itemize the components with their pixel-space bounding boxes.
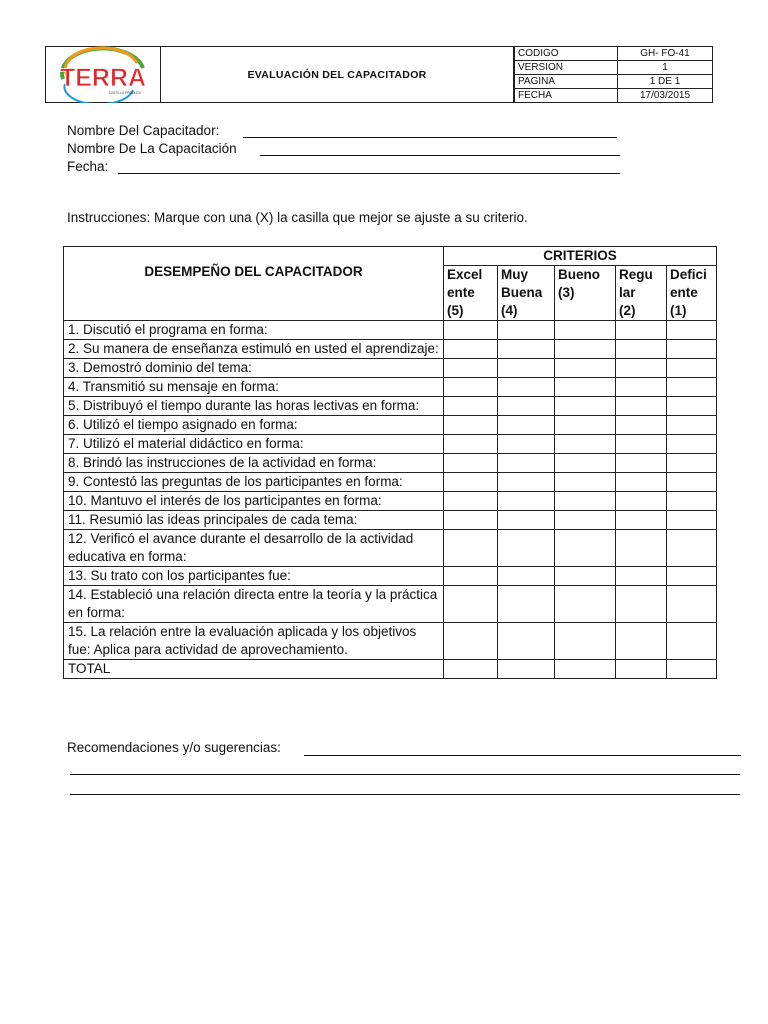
rating-cell[interactable] <box>444 567 498 586</box>
rating-cell[interactable] <box>498 340 555 359</box>
document-meta-table <box>514 46 713 103</box>
rating-cell[interactable] <box>498 567 555 586</box>
question-cell: 11. Resumió las ideas principales de cada tema: <box>64 511 444 530</box>
rating-cell[interactable] <box>555 435 616 454</box>
rating-cell[interactable] <box>555 660 616 679</box>
rating-cell[interactable] <box>555 623 616 660</box>
rating-cell[interactable] <box>667 416 717 435</box>
meta-row <box>515 61 713 75</box>
rating-cell[interactable] <box>667 511 717 530</box>
meta-value: 17/03/2015 <box>618 89 713 103</box>
rating-cell[interactable] <box>555 492 616 511</box>
question-cell: 6. Utilizó el tiempo asignado en forma: <box>64 416 444 435</box>
rating-cell[interactable] <box>555 321 616 340</box>
table-row <box>64 473 717 492</box>
criteria-column-label: (1) <box>670 303 687 318</box>
rating-cell[interactable] <box>555 530 616 567</box>
rating-cell[interactable] <box>444 378 498 397</box>
rating-cell[interactable] <box>498 454 555 473</box>
rating-cell[interactable] <box>667 397 717 416</box>
fecha-field-label: Fecha: <box>67 159 109 174</box>
table-row <box>64 530 717 567</box>
rating-cell[interactable] <box>616 473 667 492</box>
rating-cell[interactable] <box>667 359 717 378</box>
rating-cell[interactable] <box>498 473 555 492</box>
rating-cell[interactable] <box>555 416 616 435</box>
question-cell: TOTAL <box>64 660 444 679</box>
criteria-column-label: ente <box>670 285 698 300</box>
question-cell: 9. Contestó las preguntas de los participantes en forma: <box>64 473 444 492</box>
rating-cell[interactable] <box>667 454 717 473</box>
evaluation-table <box>63 246 717 679</box>
criteria-column-label: (4) <box>501 303 518 318</box>
rating-cell[interactable] <box>498 623 555 660</box>
rating-cell[interactable] <box>616 492 667 511</box>
table-row <box>64 397 717 416</box>
rating-cell[interactable] <box>667 340 717 359</box>
question-cell: 8. Brindó las instrucciones de la actividad en forma: <box>64 454 444 473</box>
rating-cell[interactable] <box>555 586 616 623</box>
recommendations-line-1[interactable] <box>304 755 741 756</box>
question-cell: 2. Su manera de enseñanza estimuló en usted el aprendizaje: <box>64 340 444 359</box>
table-row <box>64 416 717 435</box>
rating-cell[interactable] <box>616 416 667 435</box>
rating-cell[interactable] <box>498 378 555 397</box>
rating-cell[interactable] <box>616 359 667 378</box>
table-row <box>64 378 717 397</box>
capacitador-field-label: Nombre Del Capacitador: <box>67 123 220 138</box>
terra-logo <box>45 46 161 103</box>
evaluation-table-body <box>64 321 717 679</box>
meta-row <box>515 47 713 61</box>
meta-value: 1 <box>618 61 713 75</box>
rating-cell[interactable] <box>498 321 555 340</box>
table-row <box>64 454 717 473</box>
rating-cell[interactable] <box>616 511 667 530</box>
criteria-column-label: (5) <box>447 303 464 318</box>
criteria-column-label <box>558 302 612 320</box>
meta-row <box>515 89 713 103</box>
rating-cell[interactable] <box>498 586 555 623</box>
question-cell: 14. Estableció una relación directa entre la teoría y la práctica en forma: <box>64 586 444 623</box>
rating-cell[interactable] <box>616 530 667 567</box>
criteria-column-label: Buena <box>501 285 543 300</box>
rating-cell[interactable] <box>616 397 667 416</box>
rating-cell[interactable] <box>616 623 667 660</box>
meta-label: CODIGO <box>515 47 618 61</box>
rating-cell[interactable] <box>444 397 498 416</box>
rating-cell[interactable] <box>555 473 616 492</box>
table-row <box>64 321 717 340</box>
meta-row <box>515 75 713 89</box>
capacitacion-line[interactable] <box>260 155 620 156</box>
rating-cell[interactable] <box>444 511 498 530</box>
table-row <box>64 623 717 660</box>
rating-cell[interactable] <box>667 492 717 511</box>
rating-cell[interactable] <box>616 321 667 340</box>
rating-cell[interactable] <box>444 492 498 511</box>
rating-cell[interactable] <box>555 397 616 416</box>
question-cell: 3. Demostró dominio del tema: <box>64 359 444 378</box>
table-row <box>64 435 717 454</box>
table-row <box>64 340 717 359</box>
recommendations-label: Recomendaciones y/o sugerencias: <box>67 740 281 755</box>
criteria-column-header <box>555 266 616 321</box>
rating-cell[interactable] <box>498 660 555 679</box>
rating-cell[interactable] <box>444 321 498 340</box>
rating-cell[interactable] <box>498 492 555 511</box>
meta-label: PAGINA <box>515 75 618 89</box>
question-cell: 7. Utilizó el material didáctico en forma: <box>64 435 444 454</box>
criteria-column-label: ente <box>447 285 475 300</box>
criteria-column-header <box>444 266 498 321</box>
criteria-column-header <box>616 266 667 321</box>
rating-cell[interactable] <box>498 359 555 378</box>
rating-cell[interactable] <box>667 530 717 567</box>
rating-cell[interactable] <box>444 586 498 623</box>
criterios-header: CRITERIOS <box>444 247 717 266</box>
question-cell: 1. Discutió el programa en forma: <box>64 321 444 340</box>
logo-cell <box>45 46 161 103</box>
table-row <box>64 660 717 679</box>
table-row <box>64 586 717 623</box>
rating-cell[interactable] <box>498 530 555 567</box>
criteria-column-header <box>667 266 717 321</box>
capacitador-line[interactable] <box>243 137 617 138</box>
rating-cell[interactable] <box>555 359 616 378</box>
table-row <box>64 359 717 378</box>
capacitacion-field-label: Nombre De La Capacitación <box>67 141 237 156</box>
meta-value: 1 DE 1 <box>618 75 713 89</box>
desempeno-header: DESEMPEÑO DEL CAPACITADOR <box>64 247 444 321</box>
rating-cell[interactable] <box>616 435 667 454</box>
logo-text: TERRA <box>59 64 147 92</box>
rating-cell[interactable] <box>444 454 498 473</box>
rating-cell[interactable] <box>616 567 667 586</box>
recommendations-line-2[interactable] <box>70 774 740 775</box>
rating-cell[interactable] <box>667 660 717 679</box>
question-cell: 4. Transmitió su mensaje en forma: <box>64 378 444 397</box>
rating-cell[interactable] <box>444 435 498 454</box>
question-cell: 5. Distribuyó el tiempo durante las horas lectivas en forma: <box>64 397 444 416</box>
rating-cell[interactable] <box>616 378 667 397</box>
criteria-column-label: (3) <box>558 285 575 300</box>
question-cell: 10. Mantuvo el interés de los participantes en forma: <box>64 492 444 511</box>
criteria-column-label: Bueno <box>558 267 600 282</box>
rating-cell[interactable] <box>444 340 498 359</box>
criteria-column-label: Muy <box>501 267 528 282</box>
meta-value: GH- FO-41 <box>618 47 713 61</box>
rating-cell[interactable] <box>667 567 717 586</box>
rating-cell[interactable] <box>555 378 616 397</box>
instructions-text: Instrucciones: Marque con una (X) la casilla que mejor se ajuste a su criterio. <box>67 210 528 225</box>
rating-cell[interactable] <box>498 511 555 530</box>
logo-tagline: CASTILLO PRODUCE <box>108 91 142 95</box>
question-cell: 15. La relación entre la evaluación aplicada y los objetivos fue: Aplica para actividad de aprovechamiento. <box>64 623 444 660</box>
rating-cell[interactable] <box>667 623 717 660</box>
rating-cell[interactable] <box>555 454 616 473</box>
rating-cell[interactable] <box>667 435 717 454</box>
rating-cell[interactable] <box>444 623 498 660</box>
table-row <box>64 567 717 586</box>
document-title: EVALUACIÓN DEL CAPACITADOR <box>161 46 514 103</box>
criteria-column-label: Excel <box>447 267 483 282</box>
rating-cell[interactable] <box>616 340 667 359</box>
rating-cell[interactable] <box>616 586 667 623</box>
rating-cell[interactable] <box>667 586 717 623</box>
rating-cell[interactable] <box>444 416 498 435</box>
question-cell: 13. Su trato con los participantes fue: <box>64 567 444 586</box>
rating-cell[interactable] <box>616 660 667 679</box>
rating-cell[interactable] <box>444 530 498 567</box>
rating-cell[interactable] <box>498 397 555 416</box>
question-cell: 12. Verificó el avance durante el desarrollo de la actividad educativa en forma: <box>64 530 444 567</box>
criteria-column-label: (2) <box>619 303 636 318</box>
fecha-line[interactable] <box>118 173 620 174</box>
rating-cell[interactable] <box>444 359 498 378</box>
criteria-column-label: lar <box>619 285 636 300</box>
rating-cell[interactable] <box>498 435 555 454</box>
criteria-column-header <box>498 266 555 321</box>
criteria-column-label: Defici <box>670 267 707 282</box>
rating-cell[interactable] <box>444 473 498 492</box>
rating-cell[interactable] <box>555 511 616 530</box>
table-row <box>64 492 717 511</box>
rating-cell[interactable] <box>667 378 717 397</box>
meta-label: VERSION <box>515 61 618 75</box>
header-row <box>64 247 717 266</box>
rating-cell[interactable] <box>616 454 667 473</box>
rating-cell[interactable] <box>555 340 616 359</box>
recommendations-line-3[interactable] <box>70 794 740 795</box>
meta-label: FECHA <box>515 89 618 103</box>
criteria-column-label: Regu <box>619 267 653 282</box>
rating-cell[interactable] <box>498 416 555 435</box>
table-row <box>64 511 717 530</box>
rating-cell[interactable] <box>667 473 717 492</box>
rating-cell[interactable] <box>555 567 616 586</box>
rating-cell[interactable] <box>444 660 498 679</box>
rating-cell[interactable] <box>667 321 717 340</box>
